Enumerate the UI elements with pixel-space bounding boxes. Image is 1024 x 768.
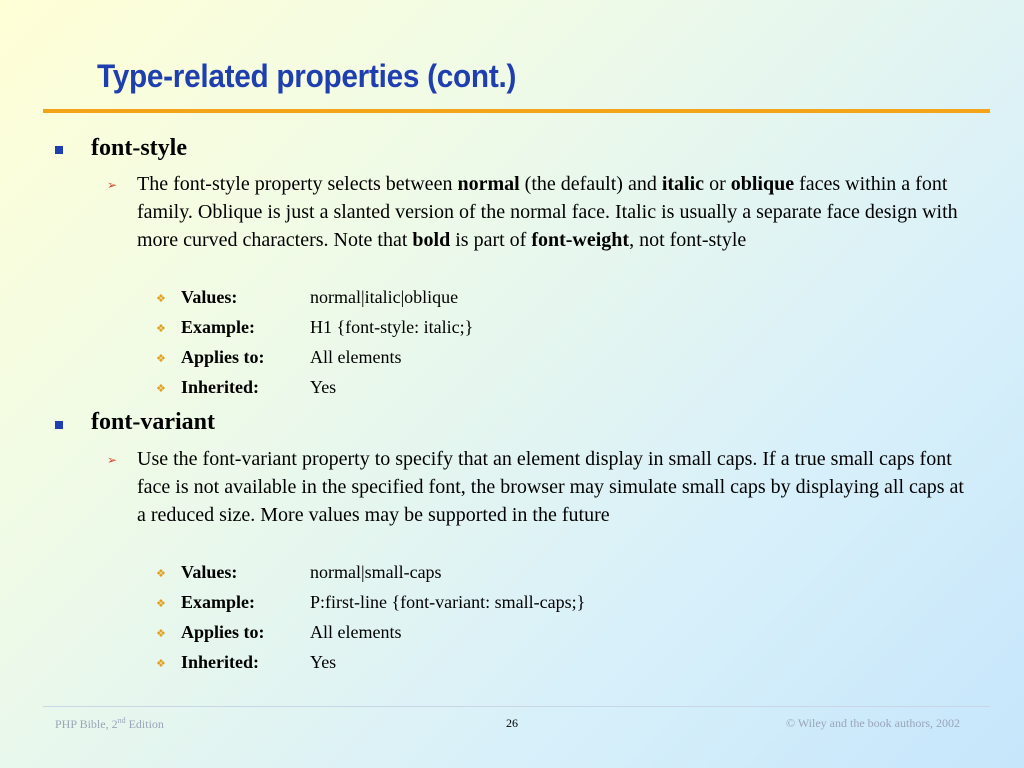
prop-row: Applies to: All elements [181,622,402,642]
footer-book-title: PHP Bible, 2nd Edition [55,716,164,731]
arrow-bullet-icon: ➢ [107,453,118,467]
diamond-bullet-icon: ❖ [156,567,166,580]
prop-row: Example: P:first-line {font-variant: small-caps;} [181,592,586,612]
prop-row: Applies to: All elements [181,347,402,367]
paragraph-font-variant: Use the font-variant property to specify that an element display in small caps. If a true small caps font face is not available in the specified font, the browser may simulate small caps by displaying all caps at a reduced size. More values may be supported in the future [137,448,964,526]
diamond-bullet-icon: ❖ [156,292,166,305]
diamond-bullet-icon: ❖ [156,597,166,610]
footer-rule [43,706,990,707]
prop-row: Inherited: Yes [181,652,337,672]
paragraph-font-style: The font-style property selects between normal (the default) and italic or oblique faces within a font family. Oblique is just a slanted version of the normal face. Italic is usually a separate face design with more curved characters. Note that bold is part of font-weight, not font-style [137,173,958,251]
diamond-bullet-icon: ❖ [156,322,166,335]
prop-row: Values: normal|small-caps [181,562,442,582]
slide-title: Type-related properties (cont.) [97,58,517,94]
prop-row: Inherited: Yes [181,377,337,397]
prop-row: Values: normal|italic|oblique [181,287,459,307]
diamond-bullet-icon: ❖ [156,627,166,640]
section-heading-font-variant: font-variant [91,409,215,435]
footer-copyright: © Wiley and the book authors, 2002 [785,716,960,730]
diamond-bullet-icon: ❖ [156,352,166,365]
square-bullet-icon [55,421,63,429]
square-bullet-icon [55,146,63,154]
page-number: 26 [506,716,518,730]
arrow-bullet-icon: ➢ [107,178,118,192]
diamond-bullet-icon: ❖ [156,657,166,670]
diamond-bullet-icon: ❖ [156,382,166,395]
section-heading-font-style: font-style [91,135,187,161]
prop-row: Example: H1 {font-style: italic;} [181,317,474,337]
